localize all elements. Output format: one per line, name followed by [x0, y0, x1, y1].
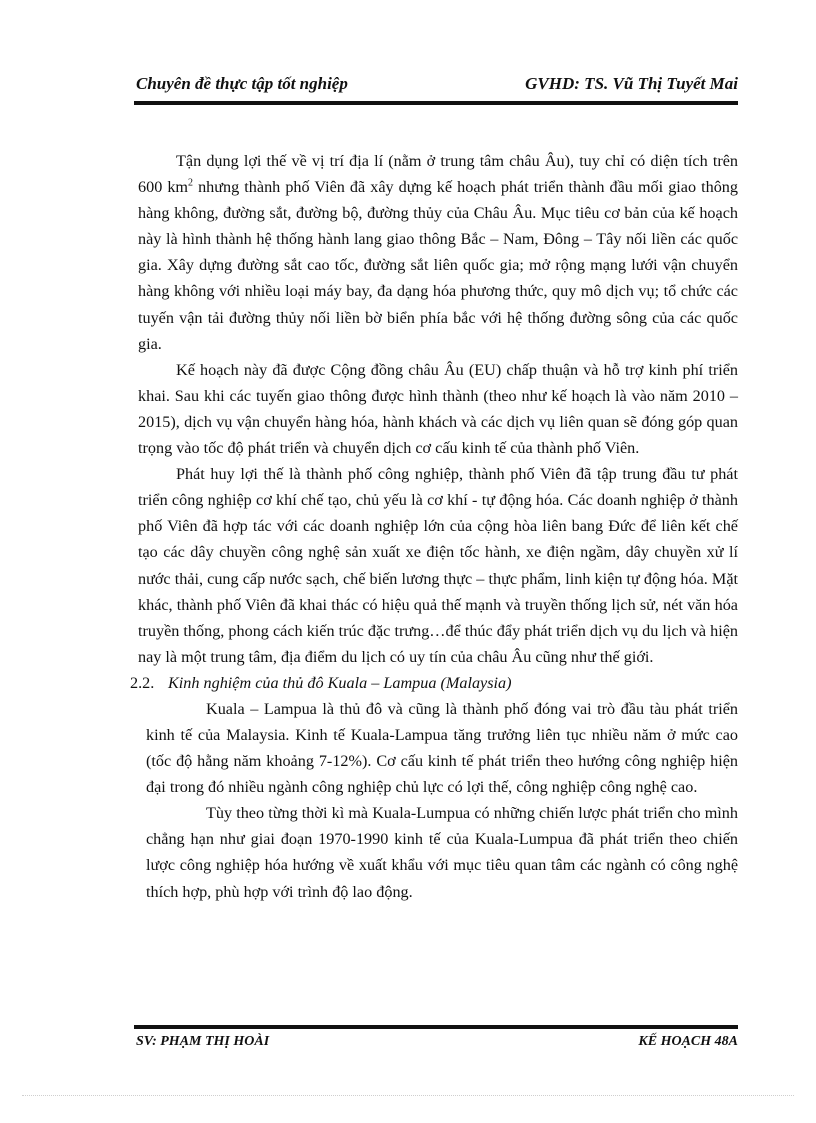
section-title: Kinh nghiệm của thủ đô Kuala – Lampua (Malaysia)	[168, 673, 512, 692]
page-footer	[134, 1034, 738, 1054]
paragraph-vienna-transport	[138, 148, 738, 357]
header-supervisor: GVHD: TS. Vũ Thị Tuyết Mai	[525, 74, 738, 93]
section-heading	[130, 670, 738, 696]
paragraph-vienna-industry: Phát huy lợi thế là thành phố công nghiệp, thành phố Viên đã tập trung đầu tư phát triển công nghiệp cơ khí chế tạo, chủ yếu là cơ khí - tự động hóa. Các doanh nghiệp ở thành phố Viên đã hợp tác với các doanh nghiệp lớn của cộng hòa liên bang Đức để liên kết chế tạo các dây chuyền công nghệ sản xuất xe điện tốc hành, xe điện ngầm, dây chuyền xử lí nước thải, cung cấp nước sạch, chế biến lương thực – thực phẩm, linh kiện tự động hóa. Mặt khác, thành phố Viên đã khai thác có hiệu quả thế mạnh và truyền thống lịch sử, nét văn hóa truyền thống, phong cách kiến trúc đặc trưng…để thúc đẩy phát triển dịch vụ du lịch và hiện nay là một trung tâm, địa điểm du lịch có uy tín của châu Âu cũng như thế giới.	[138, 465, 738, 666]
paragraph-kuala-lumpur-economy: Kuala – Lampua là thủ đô và cũng là thành phố đóng vai trò đầu tàu phát triển kinh tế của Malaysia. Kinh tế Kuala-Lampua tăng trưởng liên tục nhiều năm ở mức cao (tốc độ hằng năm khoảng 7-12%). Cơ cấu kinh tế phát triển theo hướng công nghiệp hiện đại trong đó nhiều ngành công nghiệp chủ lực có lợi thế, công nghiệp công nghệ cao.	[146, 699, 738, 797]
document-body	[130, 148, 738, 905]
section-number: 2.2.	[130, 673, 155, 692]
paragraph-kuala-lumpur-strategy: Tùy theo từng thời kì mà Kuala-Lumpua có những chiến lược phát triển cho mình chẳng hạn như giai đoạn 1970-1990 kinh tế của Kuala-Lumpua đã phát triển theo chiến lược công nghiệp hóa hướng về xuất khẩu với mục tiêu quan tâm các ngành có công nghệ thích hợp, phù hợp với trình độ lao động.	[146, 804, 738, 901]
page-edge-divider	[22, 1095, 794, 1096]
footer-class: KẾ HOẠCH 48A	[638, 1034, 738, 1049]
footer-rule	[134, 1025, 738, 1029]
footer-student-name: SV: PHẠM THỊ HOÀI	[136, 1034, 270, 1049]
header-course-title: Chuyên đề thực tập tốt nghiệp	[136, 74, 348, 93]
paragraph-eu-support: Kế hoạch này đã được Cộng đồng châu Âu (EU) chấp thuận và hỗ trợ kinh phí triển khai. Sau khi các tuyến giao thông được hình thành (theo như kế hoạch là vào năm 2010 – 2015), dịch vụ vận chuyển hàng hóa, hành khách và các dịch vụ liên quan sẽ đóng góp quan trọng vào tốc độ phát triển và chuyển dịch cơ cấu kinh tế của thành phố Viên.	[138, 360, 738, 458]
paragraph-text: Tận dụng lợi thế về vị trí địa lí (nằm ở trung tâm châu Âu), tuy chỉ có diện tích trên 600 km	[138, 152, 738, 197]
header-rule	[134, 101, 738, 105]
page-header	[134, 74, 738, 96]
superscript: 2	[188, 177, 194, 189]
paragraph-text: nhưng thành phố Viên đã xây dựng kế hoạch phát triển thành đầu mối giao thông hàng không, đường sắt, đường bộ, đường thủy của Châu Âu. Mục tiêu cơ bản của kế hoạch này là hình thành hệ thống hành lang giao thông Bắc – Nam, Đông – Tây nối liền các quốc gia. Xây dựng đường sắt cao tốc, đường sắt liên quốc gia; mở rộng mạng lưới vận chuyển hàng không với nhiều loại máy bay, đa dạng hóa phương thức, quy mô dịch vụ; tổ chức các tuyến vận tải đường thủy nối liền bờ biển phía bắc với hệ thống đường sông của các quốc gia.	[138, 178, 738, 353]
